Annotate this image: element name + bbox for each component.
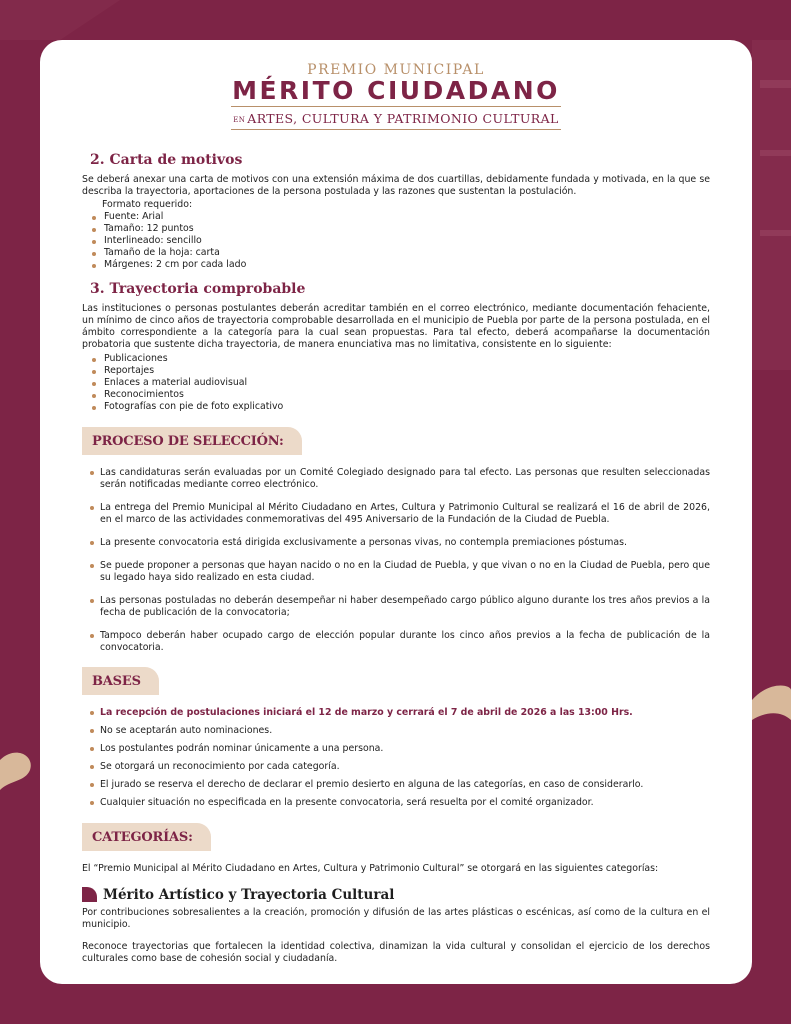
logo-line-merito: MÉRITO CIUDADANO: [232, 76, 560, 105]
category-desc-2: Reconoce trayectorias que fortalecen la identidad colectiva, dinamizan la vida cultural y consolidan el ejercicio de los derechos culturales como base de cohesión social y ciudadanía.: [82, 940, 710, 964]
list-item: Cualquier situación no especificada en la presente convocatoria, será resuelta por el comité organizador.: [90, 797, 710, 809]
list-item: Fuente: Arial: [92, 211, 710, 223]
categorias-heading: CATEGORÍAS:: [82, 823, 211, 851]
list-item: La entrega del Premio Municipal al Mérito Ciudadano en Artes, Cultura y Patrimonio Cultural se realizará el 16 de abril de 2026, en el marco de las actividades conmemorativas del 495 Aniversario de la Fundación de la Ciudad de Puebla.: [90, 502, 710, 526]
list-item: Reconocimientos: [92, 389, 710, 401]
category-title: Mérito Artístico y Trayectoria Cultural: [103, 886, 395, 903]
list-item: Tampoco deberán haber ocupado cargo de elección popular durante los cinco años previos a la fecha de publicación de la convocatoria.: [90, 630, 710, 654]
logo-line-artes-wrap: [231, 106, 561, 130]
logo-line-artes: ARTES, CULTURA Y PATRIMONIO CULTURAL: [247, 111, 559, 126]
list-item: Reportajes: [92, 365, 710, 377]
format-title: Formato requerido:: [102, 198, 193, 210]
list-item: No se aceptarán auto nominaciones.: [90, 725, 710, 737]
list-item: Tamaño: 12 puntos: [92, 223, 710, 235]
bases-highlight: La recepción de postulaciones iniciará el 12 de marzo y cerrará el 7 de abril de 2026 a las 13:00 Hrs.: [90, 707, 710, 719]
carta-heading: 2. Carta de motivos: [90, 151, 243, 168]
list-item: Los postulantes podrán nominar únicamente a una persona.: [90, 743, 710, 755]
trayectoria-body: Las instituciones o personas postulantes deberán acreditar también en el correo electrónico, mediante documentación fehaciente, un mínimo de cinco años de trayectoria comprobable desarrollada en el municipio de Puebla por parte de la persona postulada, en el ámbito correspondiente a la categoría para la cual sean propuestas. Para tal efecto, deberá acompañarse la documentación probatoria que sustente dicha trayectoria, de manera enunciativa mas no limitativa, consistente en lo siguiente:: [82, 302, 710, 350]
list-item: El jurado se reserva el derecho de declarar el premio desierto en alguna de las categorías, en caso de considerarlo.: [90, 779, 710, 791]
proceso-list: [82, 467, 710, 654]
list-item: La presente convocatoria está dirigida exclusivamente a personas vivas, no contempla premiaciones póstumas.: [90, 537, 710, 549]
trayectoria-list: [82, 353, 710, 413]
list-item: Márgenes: 2 cm por cada lado: [92, 259, 710, 271]
proceso-heading: PROCESO DE SELECCIÓN:: [82, 427, 302, 455]
bases-heading: BASES: [82, 667, 159, 695]
list-item: Se puede proponer a personas que hayan nacido o no en la Ciudad de Puebla, y que vivan o no en la Ciudad de Puebla, pero que su legado haya sido realizado en esta ciudad.: [90, 560, 710, 584]
list-item: Se otorgará un reconocimiento por cada categoría.: [90, 761, 710, 773]
format-list: [82, 211, 710, 271]
list-item: Las personas postuladas no deberán desempeñar ni haber desempeñado cargo público alguno durante los tres años previos a la fecha de publicación de la convocatoria;: [90, 595, 710, 619]
logo-line-premio: PREMIO MUNICIPAL: [307, 62, 485, 78]
list-item: Fotografías con pie de foto explicativo: [92, 401, 710, 413]
category-desc-1: Por contribuciones sobresalientes a la creación, promoción y difusión de las artes plásticas o escénicas, así como de la cultura en el municipio.: [82, 906, 710, 930]
list-item: Las candidaturas serán evaluadas por un Comité Colegiado designado para tal efecto. Las personas que resulten seleccionadas serán notificadas mediante correo electrónico.: [90, 467, 710, 491]
list-item: Enlaces a material audiovisual: [92, 377, 710, 389]
award-logo: [82, 62, 710, 130]
carta-body: Se deberá anexar una carta de motivos con una extensión máxima de dos cuartillas, debidamente fundada y motivada, en la que se describa la trayectoria, aportaciones de la persona postulada y las razones que sustentan la postulación.: [82, 173, 710, 197]
list-item: Tamaño de la hoja: carta: [92, 247, 710, 259]
document-card: [40, 40, 752, 984]
logo-en: EN: [233, 115, 246, 124]
list-item: Publicaciones: [92, 353, 710, 365]
trayectoria-heading: 3. Trayectoria comprobable: [90, 280, 306, 297]
category-marker-icon: [82, 887, 97, 902]
categorias-intro: El “Premio Municipal al Mérito Ciudadano en Artes, Cultura y Patrimonio Cultural” se otorgará en las siguientes categorías:: [82, 862, 659, 874]
bases-list: [82, 707, 710, 809]
list-item: Interlineado: sencillo: [92, 235, 710, 247]
category-merito-artistico: [82, 887, 710, 903]
